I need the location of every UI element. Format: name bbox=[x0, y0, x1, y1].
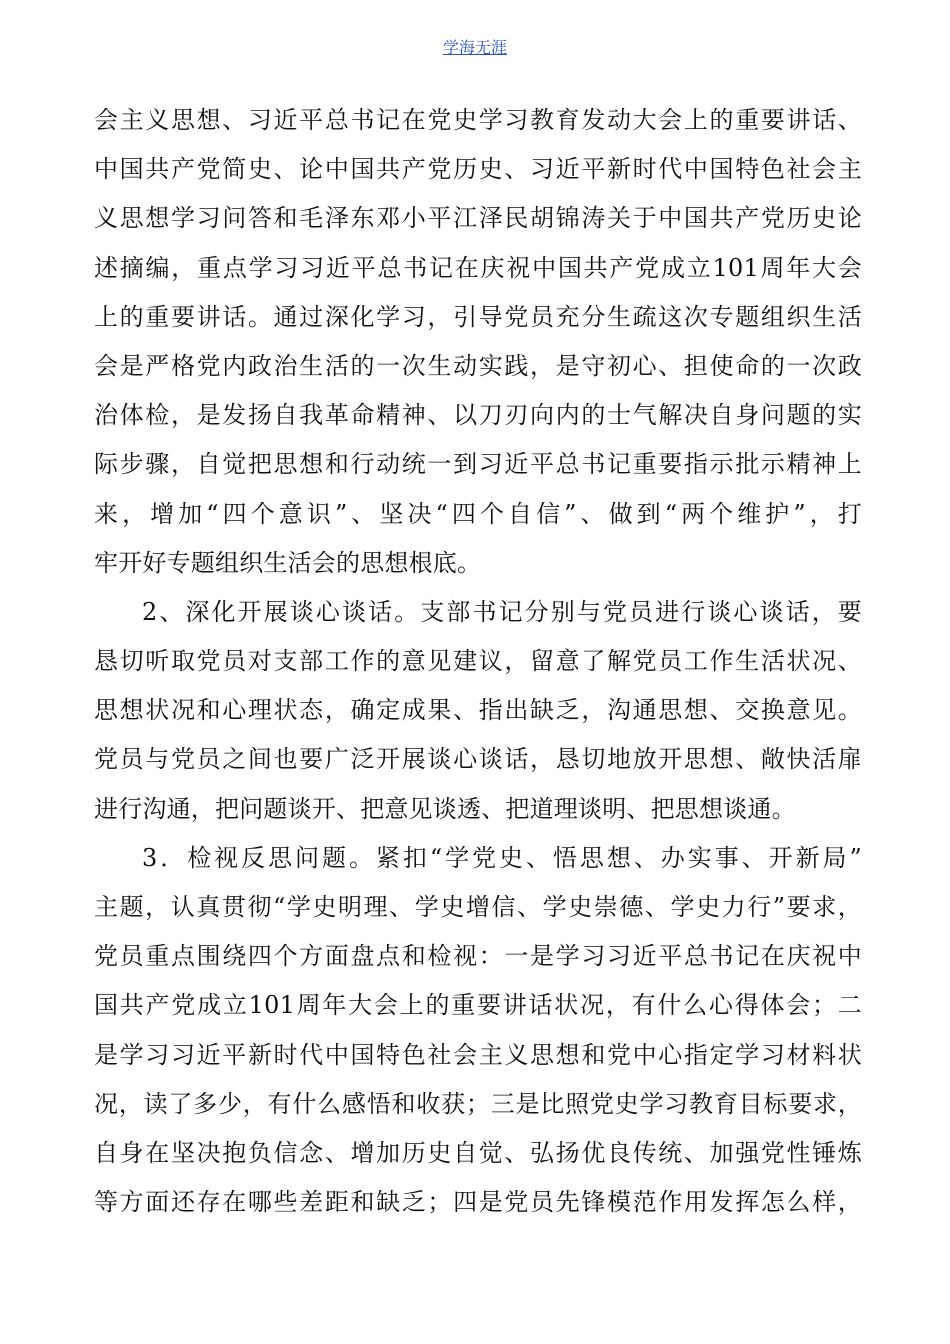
header-link[interactable]: 学海无涯 bbox=[442, 38, 507, 57]
text-line: 义思想学习问答和毛泽东邓小平江泽民胡锦涛关于中国共产党历史论 bbox=[94, 204, 862, 233]
text-line: 中国共产党简史、论中国共产党历史、习近平新时代中国特色社会主 bbox=[94, 155, 862, 184]
text-line: 况，读了多少，有什么感悟和收获；三是比照党史学习教育目标要求， bbox=[94, 1089, 862, 1118]
text-line: 等方面还存在哪些差距和缺乏；四是党员先锋模范作用发挥怎么样， bbox=[94, 1188, 862, 1217]
text-line: 党员与党员之间也要广泛开展谈心谈话，恳切地放开思想、敞快活扉 bbox=[94, 745, 862, 774]
text-line: 主题，认真贯彻“学史明理、学史增信、学史崇德、学史力行”要求， bbox=[94, 893, 862, 921]
text-line: 上的重要讲话。通过深化学习，引导党员充分生疏这次专题组织生活 bbox=[94, 302, 862, 331]
paragraph-first-line: 2、深化开展谈心谈话。支部书记分别与党员进行谈心谈话，要 bbox=[142, 597, 862, 626]
page-header bbox=[0, 38, 950, 58]
text-line: 思想状况和心理状态，确定成果、指出缺乏，沟通思想、交换意见。 bbox=[94, 696, 862, 725]
text-line: 国共产党成立101周年大会上的重要讲话状况，有什么心得体会；二 bbox=[94, 991, 862, 1020]
text-line: 是学习习近平新时代中国特色社会主义思想和党中心指定学习材料状 bbox=[94, 1040, 862, 1069]
text-line: 自身在坚决抱负信念、增加历史自觉、弘扬优良传统、加强党性锤炼 bbox=[94, 1138, 862, 1167]
text-line: 会主义思想、习近平总书记在党史学习教育发动大会上的重要讲话、 bbox=[94, 106, 862, 134]
text-line: 会是严格党内政治生活的一次生动实践，是守初心、担使命的一次政 bbox=[94, 351, 862, 380]
text-line: 进行沟通，把问题谈开、把意见谈透、把道理谈明、把思想谈通。 bbox=[94, 794, 796, 823]
text-line: 牢开好专题组织生活会的思想根底。 bbox=[94, 548, 482, 577]
document-body bbox=[94, 96, 862, 1227]
text-line: 党员重点围绕四个方面盘点和检视：一是学习习近平总书记在庆祝中 bbox=[94, 942, 862, 971]
text-line: 来，增加“四个意识”、坚决“四个自信”、做到“两个维护”，打 bbox=[94, 499, 862, 528]
text-line: 恳切听取党员对支部工作的意见建议，留意了解党员工作生活状况、 bbox=[94, 647, 862, 676]
paragraph-first-line: 3．检视反思问题。紧扣“学党史、悟思想、办实事、开新局” bbox=[142, 843, 862, 872]
text-line: 述摘编，重点学习习近平总书记在庆祝中国共产党成立101周年大会 bbox=[94, 253, 862, 282]
text-line: 治体检，是发扬自我革命精神、以刀刃向内的士气解决自身问题的实 bbox=[94, 401, 862, 430]
text-line: 际步骤，自觉把思想和行动统一到习近平总书记重要指示批示精神上 bbox=[94, 450, 862, 479]
